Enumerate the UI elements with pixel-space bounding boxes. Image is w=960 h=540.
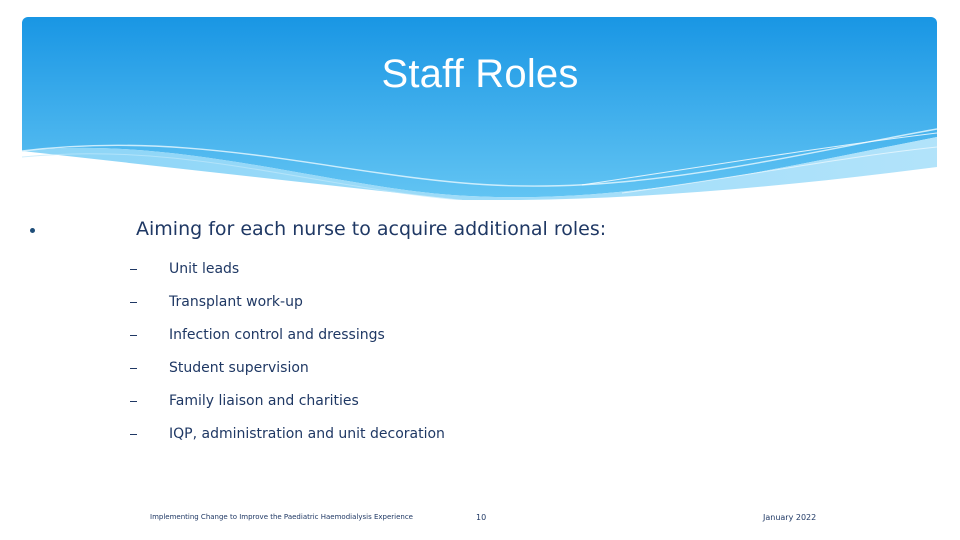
footer-date: January 2022 <box>763 513 817 522</box>
sub-bullet-label: Unit leads <box>169 261 240 277</box>
sub-bullet-label: Infection control and dressings <box>169 327 385 343</box>
dash-icon <box>130 335 137 336</box>
dash-icon <box>130 368 137 369</box>
header-wave-graphic <box>22 17 937 200</box>
sub-bullet-label: Student supervision <box>169 360 309 376</box>
main-bullet-text: Aiming for each nurse to acquire additional roles: <box>136 218 607 240</box>
sub-bullet-label: Family liaison and charities <box>169 393 359 409</box>
sub-bullet-label: Transplant work-up <box>169 294 303 310</box>
slide-title: Staff Roles <box>381 52 579 96</box>
dash-icon <box>130 434 137 435</box>
header-band <box>22 17 937 200</box>
main-bullet-dot <box>30 228 35 233</box>
dash-icon <box>130 401 137 402</box>
footer-page-number: 10 <box>476 513 487 522</box>
dash-icon <box>130 269 137 270</box>
footer-presentation-title: Implementing Change to Improve the Paediatric Haemodialysis Experience <box>150 513 413 521</box>
sub-bullet-label: IQP, administration and unit decoration <box>169 426 445 442</box>
dash-icon <box>130 302 137 303</box>
